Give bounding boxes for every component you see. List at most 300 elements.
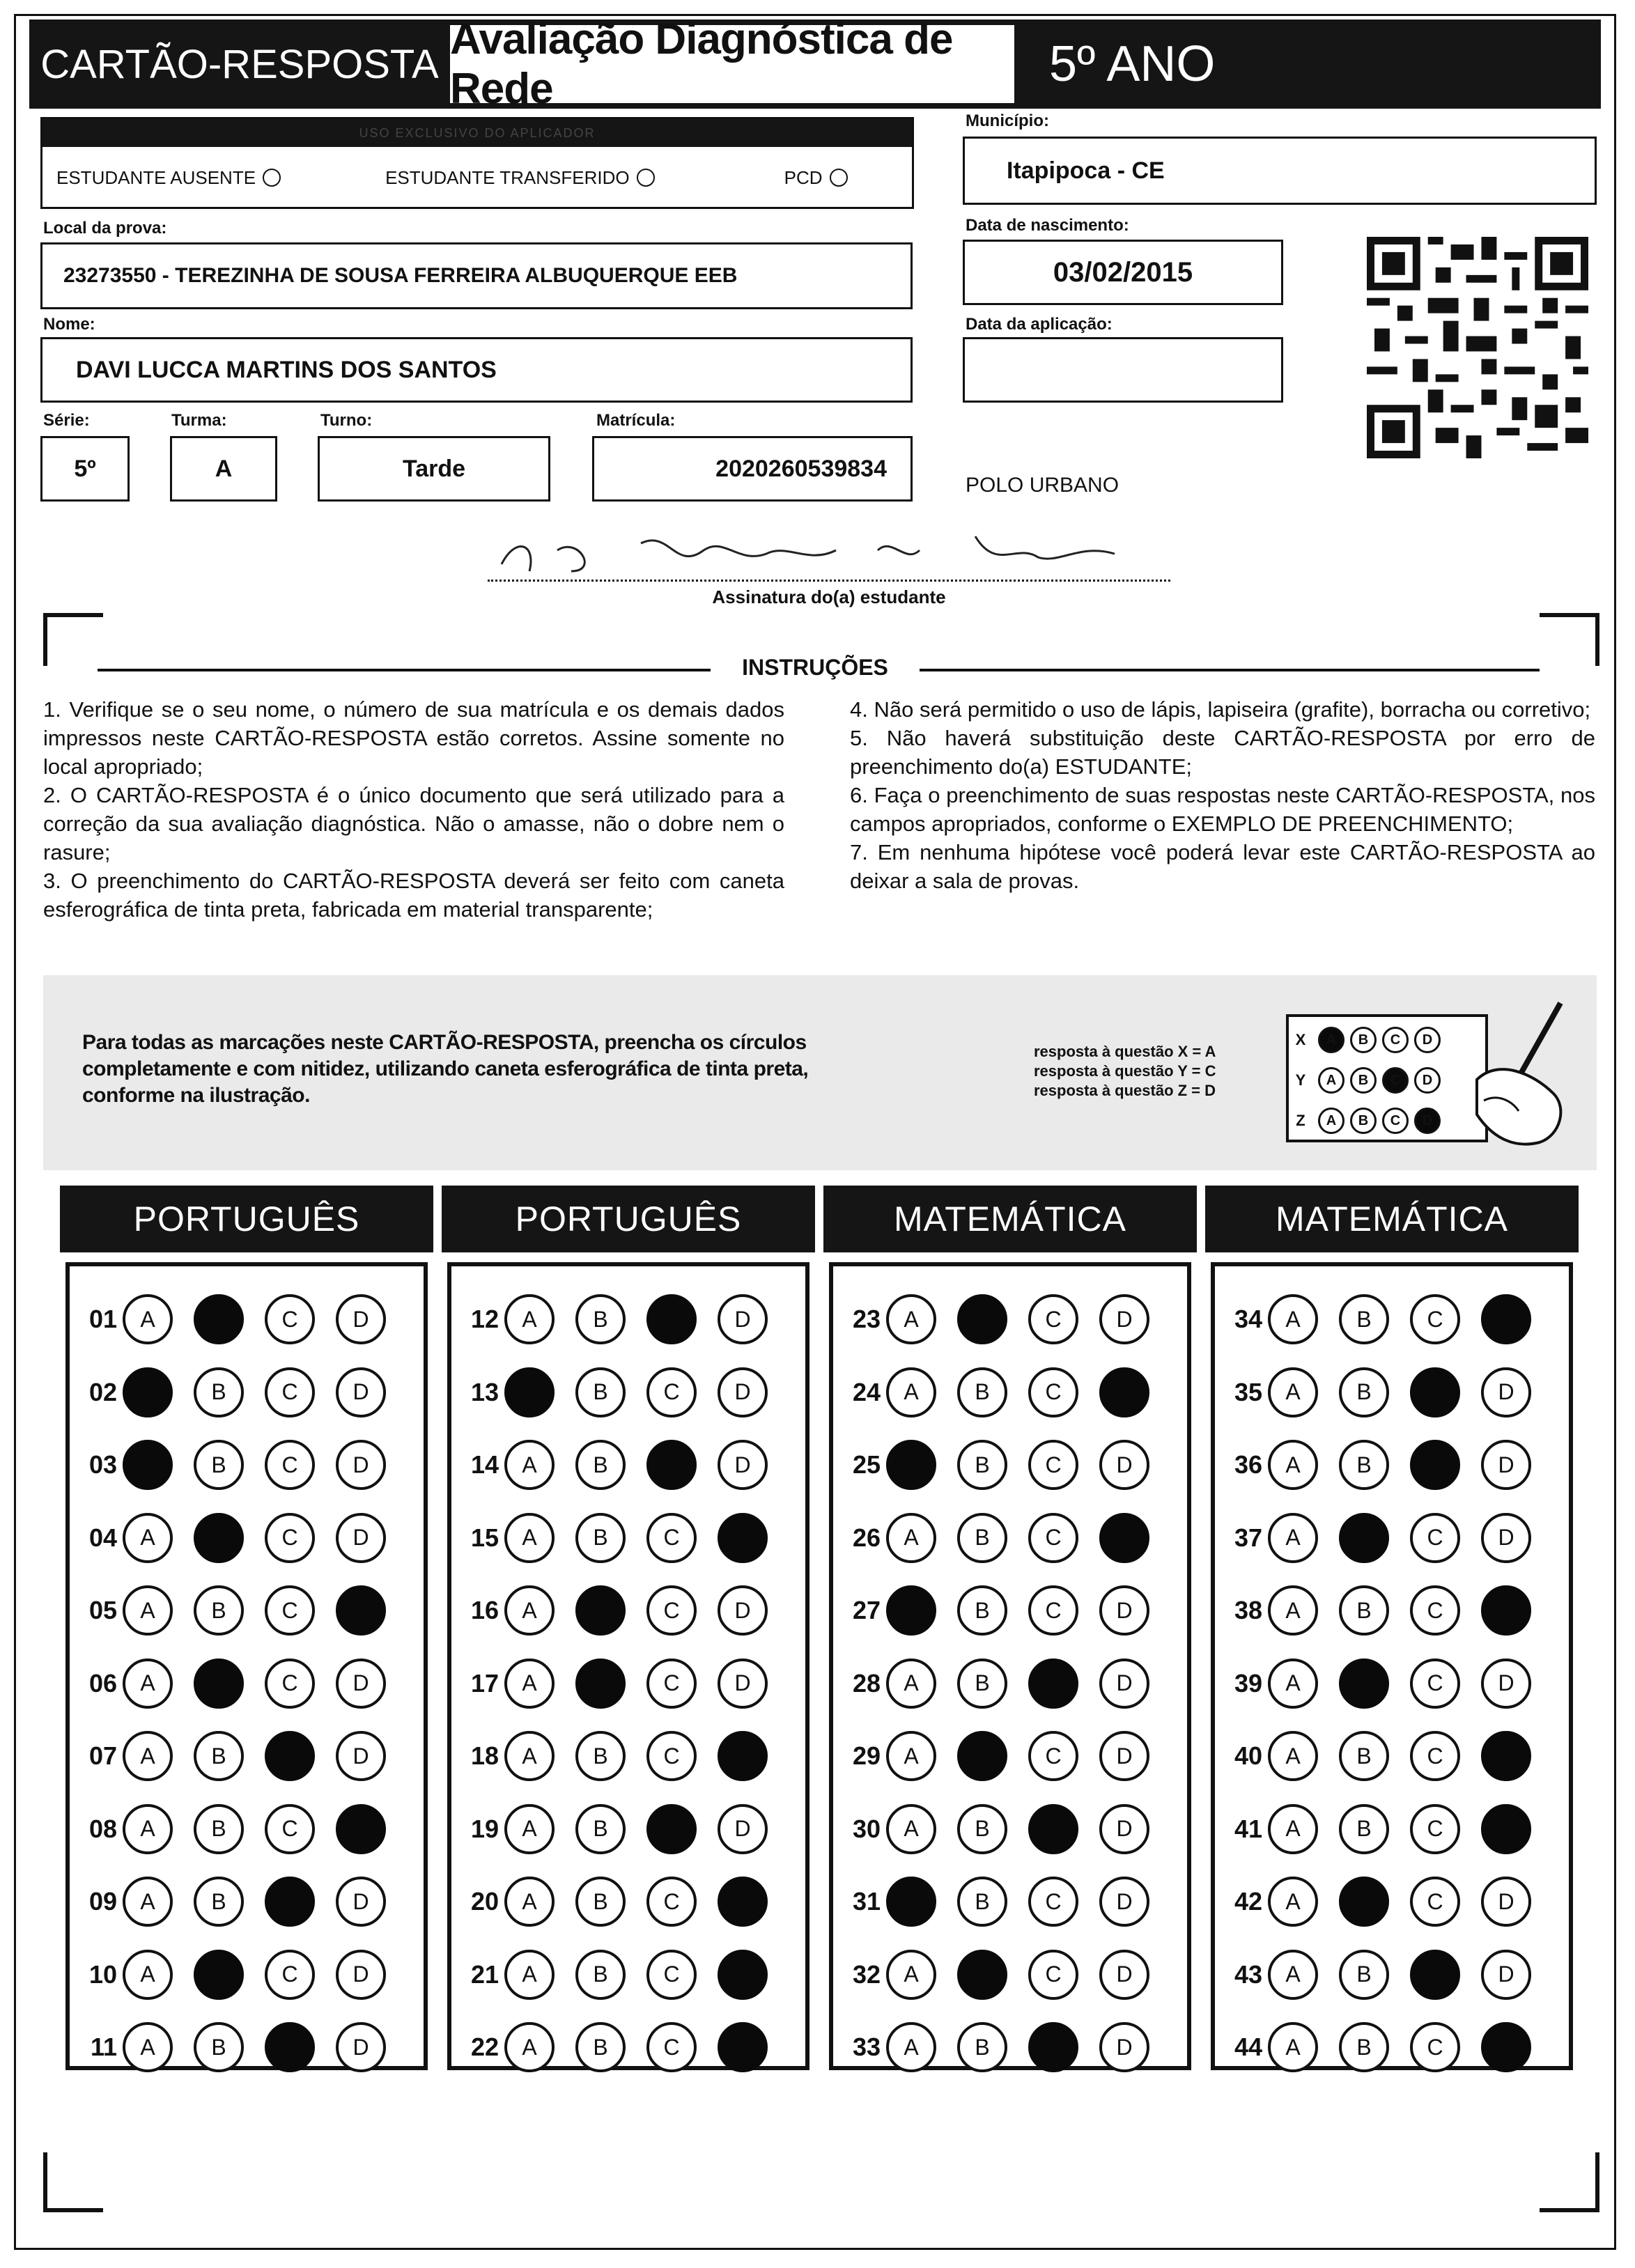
matricula-field (592, 436, 913, 502)
answer-bubble-b[interactable]: B (575, 1731, 626, 1781)
answer-bubble-a[interactable]: A (886, 1659, 936, 1709)
answer-bubble-c[interactable]: C (265, 1513, 315, 1563)
question-number: 44 (1234, 2033, 1262, 2061)
turma-label: Turma: (171, 411, 227, 430)
answer-bubble-a[interactable]: A (1268, 1950, 1318, 2000)
answer-bubble-b[interactable]: B (1339, 1585, 1389, 1636)
answer-bubble-d[interactable]: D (718, 1731, 768, 1781)
question-row (72, 1950, 407, 2000)
question-number: 04 (88, 1523, 117, 1552)
question-number: 32 (852, 1959, 881, 1989)
question-row (1218, 1294, 1552, 1344)
answer-bubble-b[interactable]: B (957, 1513, 1007, 1563)
answer-bubble-b[interactable]: B (1339, 1440, 1389, 1490)
answer-bubble-a[interactable]: A (123, 1294, 173, 1344)
example-bubble-d: D (1414, 1027, 1441, 1053)
answer-bubble-b[interactable]: B (1339, 1513, 1389, 1563)
question-number: 37 (1234, 1523, 1262, 1552)
answer-bubble-a[interactable]: A (504, 1950, 555, 2000)
answer-bubble-c[interactable]: C (265, 1659, 315, 1709)
question-row (72, 1659, 407, 1709)
answer-bubble-a[interactable]: A (886, 1513, 936, 1563)
example-row-label: Y (1295, 1071, 1306, 1089)
aplicacao-field (963, 337, 1283, 403)
answer-bubble-b[interactable]: B (957, 1367, 1007, 1418)
example-bubble-b: B (1350, 1027, 1377, 1053)
signature-line (488, 580, 1170, 582)
answer-bubble-a[interactable]: A (886, 1585, 936, 1636)
answer-bubble-a[interactable]: A (504, 2022, 555, 2072)
answer-bubble-c[interactable]: C (265, 1731, 315, 1781)
answer-bubble-a[interactable]: A (886, 1367, 936, 1418)
answer-bubble-b[interactable]: B (957, 1585, 1007, 1636)
instruction-6: 6. Faça o preenchimento de suas respostas neste CARTÃO-RESPOSTA, nos campos apropriados, conforme o EXEMPLO DE PREENCHIMENTO; (850, 783, 1595, 836)
nascimento-label: Data de nascimento: (966, 216, 1129, 235)
question-number: 29 (852, 1741, 881, 1770)
question-number: 43 (1234, 1959, 1262, 1989)
matricula-label: Matrícula: (596, 411, 676, 430)
answer-bubble-d[interactable]: D (1481, 2022, 1531, 2072)
local-value: 23273550 - TEREZINHA DE SOUSA FERREIRA ALBUQUERQUE EEB (63, 264, 738, 287)
question-number: 39 (1234, 1668, 1262, 1698)
corner-mark-top-left (43, 613, 103, 666)
question-row (836, 1440, 1170, 1490)
answer-bubble-c[interactable]: C (1028, 1950, 1078, 2000)
answer-bubble-d[interactable]: D (1099, 1731, 1149, 1781)
answer-bubble-a[interactable]: A (504, 1659, 555, 1709)
answer-bubble-b[interactable]: B (575, 1659, 626, 1709)
answer-bubble-a[interactable]: A (504, 1440, 555, 1490)
answer-bubble-c[interactable]: C (1028, 1294, 1078, 1344)
section-answer-box (1211, 1262, 1573, 2070)
answer-bubble-d[interactable]: D (1099, 1440, 1149, 1490)
answer-bubble-d[interactable]: D (1481, 1804, 1531, 1854)
example-row-label: X (1295, 1031, 1306, 1048)
answer-bubble-b[interactable]: B (194, 1367, 244, 1418)
municipio-value: Itapipoca - CE (1007, 157, 1165, 184)
answer-bubble-c[interactable]: C (646, 1731, 697, 1781)
answer-bubble-a[interactable]: A (886, 1877, 936, 1927)
answer-bubble-d[interactable]: D (718, 1950, 768, 2000)
answer-bubble-b[interactable]: B (194, 2022, 244, 2072)
question-number: 31 (852, 1887, 881, 1916)
answer-bubble-c[interactable]: C (265, 1877, 315, 1927)
answer-bubble-d[interactable]: D (718, 1877, 768, 1927)
example-legend-z: resposta à questão Z = D (1034, 1082, 1216, 1099)
answer-bubble-a[interactable]: A (1268, 1294, 1318, 1344)
answer-bubble-d[interactable]: D (1481, 1877, 1531, 1927)
answer-bubble-c[interactable]: C (646, 2022, 697, 2072)
answer-bubble-d[interactable]: D (1099, 1877, 1149, 1927)
answer-bubble-d[interactable]: D (1099, 1513, 1149, 1563)
section-answer-box (65, 1262, 428, 2070)
example-bubble-c: C (1382, 1027, 1409, 1053)
question-number: 17 (470, 1668, 499, 1698)
question-number: 18 (470, 1741, 499, 1770)
question-row (836, 1659, 1170, 1709)
question-row (1218, 2022, 1552, 2072)
exam-title: Avaliação Diagnóstica de Rede (450, 20, 1014, 109)
municipio-field (963, 137, 1597, 205)
local-label: Local da prova: (43, 219, 167, 238)
answer-bubble-d[interactable]: D (336, 1585, 386, 1636)
answer-bubble-b[interactable]: B (1339, 1804, 1389, 1854)
answer-bubble-c[interactable]: C (265, 1294, 315, 1344)
answer-bubble-c[interactable]: C (265, 1804, 315, 1854)
example-bubble-b: B (1350, 1067, 1377, 1094)
answer-bubble-b[interactable]: B (575, 1513, 626, 1563)
answer-bubble-d[interactable]: D (336, 1950, 386, 2000)
section-header: PORTUGUÊS (442, 1186, 815, 1252)
answer-bubble-b[interactable]: B (194, 1513, 244, 1563)
question-row (72, 1877, 407, 1927)
question-row (1218, 1440, 1552, 1490)
answer-bubble-d[interactable]: D (1099, 1585, 1149, 1636)
example-row-label: Z (1296, 1112, 1305, 1129)
answer-bubble-b[interactable]: B (1339, 1294, 1389, 1344)
answer-bubble-b[interactable]: B (1339, 1950, 1389, 2000)
answer-bubble-c[interactable]: C (1028, 1804, 1078, 1854)
question-row (836, 1585, 1170, 1636)
answer-bubble-c[interactable]: C (1028, 1513, 1078, 1563)
instructions-title: INSTRUÇÕES (742, 655, 888, 680)
question-row (1218, 1585, 1552, 1636)
answer-bubble-a[interactable]: A (1268, 2022, 1318, 2072)
qr-code (1367, 237, 1588, 458)
answer-bubble-b[interactable]: B (194, 1294, 244, 1344)
answer-bubble-a[interactable]: A (1268, 1804, 1318, 1854)
question-number: 41 (1234, 1814, 1262, 1843)
answer-bubble-a[interactable]: A (1268, 1659, 1318, 1709)
question-number: 16 (470, 1596, 499, 1624)
answer-bubble-a[interactable]: A (123, 1659, 173, 1709)
answer-bubble-a[interactable]: A (123, 1585, 173, 1636)
question-row (454, 1440, 789, 1490)
answer-bubble-c[interactable]: C (1410, 2022, 1460, 2072)
turno-label: Turno: (320, 411, 373, 430)
answer-bubble-c[interactable]: C (265, 1367, 315, 1418)
answer-bubble-b[interactable]: B (1339, 1659, 1389, 1709)
answer-bubble-a[interactable]: A (886, 2022, 936, 2072)
answer-bubble-d[interactable]: D (336, 2022, 386, 2072)
question-number: 20 (470, 1887, 499, 1916)
question-number: 05 (88, 1596, 117, 1624)
answer-bubble-c[interactable]: C (646, 1804, 697, 1854)
answer-bubble-b[interactable]: B (194, 1585, 244, 1636)
example-legend-y: resposta à questão Y = C (1034, 1062, 1216, 1080)
answer-bubble-c[interactable]: C (646, 1659, 697, 1709)
question-number: 33 (852, 2033, 881, 2061)
question-row (836, 2022, 1170, 2072)
example-row (1289, 1103, 1441, 1138)
example-bubble-b: B (1350, 1108, 1377, 1134)
question-number: 42 (1234, 1887, 1262, 1916)
answer-bubble-d[interactable]: D (718, 1440, 768, 1490)
pcd-checkbox[interactable] (830, 169, 848, 187)
local-field (40, 242, 913, 309)
answer-bubble-c[interactable]: C (1410, 1731, 1460, 1781)
question-number: 11 (90, 2033, 117, 2061)
answer-bubble-c[interactable]: C (265, 2022, 315, 2072)
answer-bubble-b[interactable]: B (575, 1367, 626, 1418)
answer-bubble-a[interactable]: A (123, 2022, 173, 2072)
answer-bubble-c[interactable]: C (646, 1513, 697, 1563)
answer-bubble-b[interactable]: B (957, 1440, 1007, 1490)
question-number: 21 (470, 1959, 499, 1989)
absent-checkbox[interactable] (263, 169, 281, 187)
question-number: 02 (88, 1377, 117, 1406)
example-text: Para todas as marcações neste CARTÃO-RESPOSTA, preencha os círculos completamente e com nitidez, utilizando caneta esferográfica de tinta preta, conforme na ilustração. (82, 1031, 809, 1107)
answer-bubble-a[interactable]: A (1268, 1367, 1318, 1418)
question-number: 28 (852, 1668, 881, 1698)
answer-bubble-c[interactable]: C (646, 1294, 697, 1344)
signature (488, 515, 1170, 585)
nascimento-value: 03/02/2015 (1053, 256, 1193, 288)
applicator-bar: USO EXCLUSIVO DO APLICADOR (42, 119, 912, 147)
answer-bubble-d[interactable]: D (336, 1513, 386, 1563)
question-number: 10 (88, 1959, 117, 1989)
pcd-label: PCD (784, 166, 823, 188)
answer-bubble-b[interactable]: B (575, 1877, 626, 1927)
question-number: 36 (1234, 1450, 1262, 1479)
answer-bubble-d[interactable]: D (718, 1294, 768, 1344)
answer-bubble-b[interactable]: B (194, 1659, 244, 1709)
question-row (1218, 1731, 1552, 1781)
instruction-5: 5. Não haverá substituição deste CARTÃO-RESPOSTA por erro de preenchimento do(a) ESTUDANTE; (850, 726, 1595, 779)
instruction-7: 7. Em nenhuma hipótese você poderá levar este CARTÃO-RESPOSTA ao deixar a sala de provas. (850, 840, 1595, 893)
answer-bubble-a[interactable]: A (886, 1804, 936, 1854)
answer-bubble-c[interactable]: C (265, 1950, 315, 2000)
question-row (454, 1804, 789, 1854)
applicator-panel (40, 117, 914, 209)
answer-bubble-a[interactable]: A (504, 1585, 555, 1636)
serie-value: 5º (74, 455, 96, 482)
answer-bubble-a[interactable]: A (1268, 1731, 1318, 1781)
answer-bubble-b[interactable]: B (575, 2022, 626, 2072)
answer-bubble-b[interactable]: B (957, 1294, 1007, 1344)
answer-bubble-d[interactable]: D (1099, 1659, 1149, 1709)
answer-bubble-a[interactable]: A (1268, 1513, 1318, 1563)
answer-bubble-d[interactable]: D (1481, 1950, 1531, 2000)
instructions-right (850, 695, 1595, 895)
question-number: 03 (88, 1450, 117, 1479)
answer-bubble-a[interactable]: A (123, 1950, 173, 2000)
question-number: 01 (88, 1305, 117, 1333)
answer-bubble-b[interactable]: B (957, 1731, 1007, 1781)
answer-bubble-d[interactable]: D (718, 1367, 768, 1418)
answer-bubble-d[interactable]: D (336, 1440, 386, 1490)
answer-bubble-c[interactable]: C (1410, 1950, 1460, 2000)
answer-bubble-b[interactable]: B (194, 1440, 244, 1490)
answer-bubble-c[interactable]: C (1028, 2022, 1078, 2072)
corner-mark-top-right (1540, 613, 1599, 666)
answer-bubble-a[interactable]: A (504, 1731, 555, 1781)
question-row (1218, 1804, 1552, 1854)
answer-bubble-d[interactable]: D (336, 1659, 386, 1709)
answer-bubble-b[interactable]: B (194, 1950, 244, 2000)
answer-bubble-a[interactable]: A (123, 1877, 173, 1927)
question-row (72, 1804, 407, 1854)
question-row (454, 1367, 789, 1418)
example-bubble-c: C (1382, 1067, 1409, 1094)
transferred-checkbox[interactable] (637, 169, 655, 187)
answer-bubble-a[interactable]: A (504, 1877, 555, 1927)
answer-bubble-b[interactable]: B (194, 1877, 244, 1927)
question-number: 22 (470, 2033, 499, 2061)
question-row (72, 1585, 407, 1636)
answer-bubble-c[interactable]: C (265, 1585, 315, 1636)
answer-bubble-c[interactable]: C (1028, 1731, 1078, 1781)
answer-bubble-a[interactable]: A (1268, 1877, 1318, 1927)
matricula-value: 2020260539834 (715, 455, 887, 482)
answer-bubble-c[interactable]: C (1410, 1659, 1460, 1709)
turno-value: Tarde (402, 455, 466, 482)
answer-bubble-b[interactable]: B (194, 1731, 244, 1781)
answer-bubble-d[interactable]: D (336, 1804, 386, 1854)
question-number: 26 (852, 1523, 881, 1552)
answer-bubble-a[interactable]: A (886, 1440, 936, 1490)
question-row (836, 1731, 1170, 1781)
answer-bubble-d[interactable]: D (718, 2022, 768, 2072)
answer-bubble-d[interactable]: D (718, 1659, 768, 1709)
answer-bubble-d[interactable]: D (336, 1294, 386, 1344)
answer-bubble-d[interactable]: D (1481, 1440, 1531, 1490)
answer-bubble-a[interactable]: A (504, 1367, 555, 1418)
instruction-4: 4. Não será permitido o uso de lápis, lapiseira (grafite), borracha ou corretivo; (850, 697, 1591, 722)
aplicacao-label: Data da aplicação: (966, 315, 1113, 334)
answer-bubble-a[interactable]: A (123, 1440, 173, 1490)
answer-bubble-a[interactable]: A (504, 1513, 555, 1563)
question-row (72, 1367, 407, 1418)
answer-bubble-d[interactable]: D (1481, 1513, 1531, 1563)
answer-bubble-c[interactable]: C (1410, 1367, 1460, 1418)
answer-bubble-d[interactable]: D (1099, 2022, 1149, 2072)
answer-bubble-d[interactable]: D (718, 1804, 768, 1854)
answer-bubble-d[interactable]: D (718, 1513, 768, 1563)
answer-bubble-d[interactable]: D (1099, 1294, 1149, 1344)
answer-bubble-c[interactable]: C (1028, 1440, 1078, 1490)
answer-bubble-a[interactable]: A (886, 1731, 936, 1781)
answer-bubble-b[interactable]: B (575, 1440, 626, 1490)
name-label: Nome: (43, 315, 95, 334)
answer-bubble-c[interactable]: C (646, 1585, 697, 1636)
question-row (1218, 1877, 1552, 1927)
question-row (72, 1513, 407, 1563)
answer-bubble-c[interactable]: C (1028, 1585, 1078, 1636)
answer-bubble-c[interactable]: C (1028, 1367, 1078, 1418)
answer-bubble-c[interactable]: C (646, 1877, 697, 1927)
question-row (836, 1294, 1170, 1344)
question-row (836, 1367, 1170, 1418)
turma-value: A (215, 455, 233, 482)
answer-bubble-d[interactable]: D (1481, 1731, 1531, 1781)
question-row (836, 1513, 1170, 1563)
answer-bubble-d[interactable]: D (336, 1877, 386, 1927)
answer-bubble-c[interactable]: C (265, 1440, 315, 1490)
answer-bubble-c[interactable]: C (1410, 1804, 1460, 1854)
answer-bubble-d[interactable]: D (1481, 1585, 1531, 1636)
question-row (1218, 1513, 1552, 1563)
section-answer-box (829, 1262, 1191, 2070)
answer-bubble-c[interactable]: C (1410, 1440, 1460, 1490)
question-number: 07 (88, 1741, 117, 1770)
question-number: 34 (1234, 1305, 1262, 1333)
question-row (1218, 1950, 1552, 2000)
answer-bubble-a[interactable]: A (1268, 1585, 1318, 1636)
example-bubble-d: D (1414, 1108, 1441, 1134)
answer-bubble-d[interactable]: D (1099, 1367, 1149, 1418)
answer-bubble-d[interactable]: D (336, 1367, 386, 1418)
answer-bubble-a[interactable]: A (123, 1804, 173, 1854)
question-row (454, 1659, 789, 1709)
answer-bubble-a[interactable]: A (123, 1367, 173, 1418)
answer-bubble-b[interactable]: B (575, 1294, 626, 1344)
answer-bubble-c[interactable]: C (1028, 1877, 1078, 1927)
instruction-1: 1. Verifique se o seu nome, o número de sua matrícula e os demais dados impressos neste CARTÃO-RESPOSTA estão corretos. Assine somente no local apropriado; (43, 697, 784, 779)
question-row (454, 1877, 789, 1927)
answer-bubble-b[interactable]: B (1339, 2022, 1389, 2072)
answer-bubble-a[interactable]: A (1268, 1440, 1318, 1490)
question-number: 13 (470, 1377, 499, 1406)
question-number: 15 (470, 1523, 499, 1552)
municipio-label: Município: (966, 111, 1049, 130)
answer-bubble-a[interactable]: A (504, 1294, 555, 1344)
answer-bubble-b[interactable]: B (957, 1877, 1007, 1927)
answer-bubble-b[interactable]: B (575, 1950, 626, 2000)
answer-bubble-d[interactable]: D (1099, 1804, 1149, 1854)
answer-bubble-a[interactable]: A (123, 1731, 173, 1781)
question-number: 19 (470, 1814, 499, 1843)
hand-pen-illustration (1449, 996, 1588, 1156)
answer-bubble-d[interactable]: D (1481, 1294, 1531, 1344)
answer-bubble-b[interactable]: B (1339, 1731, 1389, 1781)
answer-bubble-a[interactable]: A (123, 1513, 173, 1563)
answer-bubble-b[interactable]: B (957, 1659, 1007, 1709)
answer-bubble-a[interactable]: A (886, 1950, 936, 2000)
answer-bubble-b[interactable]: B (957, 2022, 1007, 2072)
example-legend-x: resposta à questão X = A (1034, 1043, 1216, 1060)
answer-bubble-b[interactable]: B (957, 1950, 1007, 2000)
section-header: MATEMÁTICA (1205, 1186, 1579, 1252)
answer-bubble-b[interactable]: B (575, 1585, 626, 1636)
answer-bubble-b[interactable]: B (1339, 1367, 1389, 1418)
answer-bubble-c[interactable]: C (1410, 1513, 1460, 1563)
answer-bubble-c[interactable]: C (646, 1367, 697, 1418)
answer-bubble-d[interactable]: D (1481, 1659, 1531, 1709)
answer-bubble-c[interactable]: C (646, 1440, 697, 1490)
question-number: 40 (1234, 1741, 1262, 1770)
instructions-rule-left (98, 669, 711, 671)
answer-bubble-a[interactable]: A (504, 1804, 555, 1854)
answer-bubble-b[interactable]: B (575, 1804, 626, 1854)
answer-bubble-c[interactable]: C (1410, 1877, 1460, 1927)
answer-bubble-b[interactable]: B (194, 1804, 244, 1854)
question-number: 38 (1234, 1596, 1262, 1624)
answer-bubble-d[interactable]: D (718, 1585, 768, 1636)
answer-bubble-c[interactable]: C (1410, 1294, 1460, 1344)
answer-bubble-b[interactable]: B (1339, 1877, 1389, 1927)
answer-bubble-d[interactable]: D (1481, 1367, 1531, 1418)
answer-bubble-d[interactable]: D (336, 1731, 386, 1781)
answer-bubble-a[interactable]: A (886, 1294, 936, 1344)
answer-bubble-c[interactable]: C (646, 1950, 697, 2000)
answer-bubble-d[interactable]: D (1099, 1950, 1149, 2000)
grade-title: 5º ANO (1014, 20, 1601, 109)
turma-field (170, 436, 277, 502)
answer-bubble-b[interactable]: B (957, 1804, 1007, 1854)
answer-bubble-c[interactable]: C (1028, 1659, 1078, 1709)
answer-bubble-c[interactable]: C (1410, 1585, 1460, 1636)
